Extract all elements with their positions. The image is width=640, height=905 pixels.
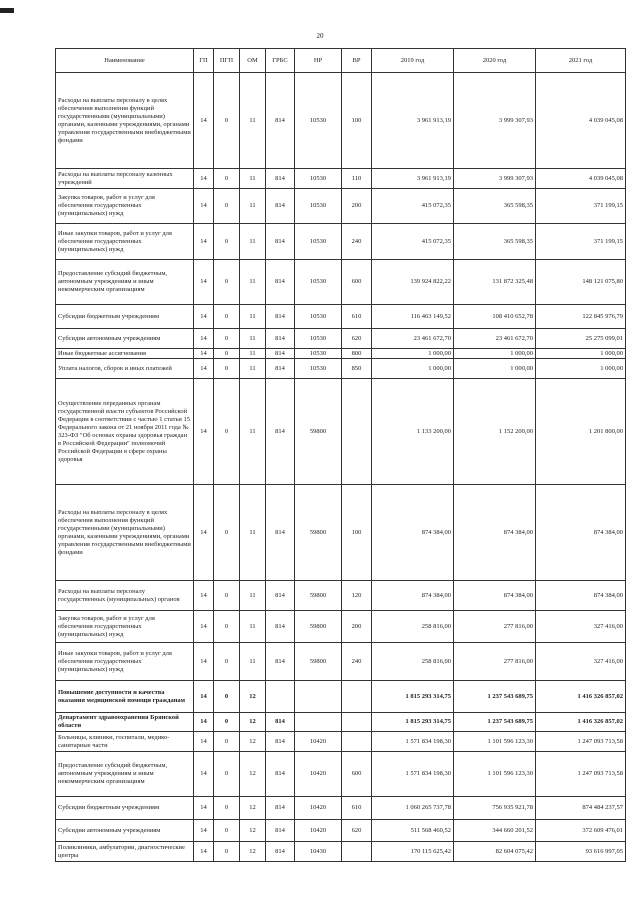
cell-vr: 100 xyxy=(342,485,372,581)
cell-gp: 14 xyxy=(194,752,214,797)
cell-grbs: 814 xyxy=(266,379,295,485)
cell-om: 11 xyxy=(240,260,266,305)
cell-2021: 874 384,00 xyxy=(536,485,626,581)
cell-nr: 10530 xyxy=(295,305,342,329)
cell-2020: 365 598,35 xyxy=(454,189,536,224)
cell-2019: 874 384,00 xyxy=(372,485,454,581)
cell-name: Осуществление переданных органам государственной власти субъектов Российской Федерации в соответствии с частью 1 статьи 15 Федерального закона от 21 ноября 2011 года № 323-ФЗ "Об основах охраны здоровья граждан в Российской Федерации" полномочий Российской Федерации в сфере охраны здоровья xyxy=(56,379,194,485)
cell-grbs: 814 xyxy=(266,643,295,681)
cell-grbs: 814 xyxy=(266,260,295,305)
cell-name: Расходы на выплаты персоналу в целях обеспечения выполнения функций государственными (муниципальными) органами, казенными учреждениями, органами управления государственными внебюджетными фондами xyxy=(56,73,194,169)
table-row xyxy=(56,224,626,260)
table-row xyxy=(56,260,626,305)
cell-gp: 14 xyxy=(194,732,214,752)
cell-2021: 1 416 326 857,02 xyxy=(536,713,626,732)
table-row xyxy=(56,73,626,169)
cell-2019: 116 463 149,52 xyxy=(372,305,454,329)
table-row xyxy=(56,305,626,329)
cell-2019: 874 384,00 xyxy=(372,581,454,611)
cell-2019: 511 568 460,52 xyxy=(372,820,454,842)
cell-om: 12 xyxy=(240,732,266,752)
cell-name: Предоставление субсидий бюджетным, автономным учреждениям и иным некоммерческим организациям xyxy=(56,260,194,305)
table-row xyxy=(56,329,626,349)
cell-grbs: 814 xyxy=(266,224,295,260)
cell-vr xyxy=(342,732,372,752)
cell-nr: 10430 xyxy=(295,842,342,862)
cell-gp: 14 xyxy=(194,713,214,732)
cell-pgp: 0 xyxy=(214,581,240,611)
col-header-om: ОМ xyxy=(240,49,266,73)
cell-gp: 14 xyxy=(194,260,214,305)
cell-grbs: 814 xyxy=(266,820,295,842)
cell-2020: 874 384,00 xyxy=(454,581,536,611)
scan-corner-mark xyxy=(0,8,14,13)
cell-grbs: 814 xyxy=(266,359,295,379)
cell-2021: 93 616 997,05 xyxy=(536,842,626,862)
col-header-2020: 2020 год xyxy=(454,49,536,73)
cell-grbs: 814 xyxy=(266,713,295,732)
cell-nr: 59800 xyxy=(295,379,342,485)
cell-gp: 14 xyxy=(194,349,214,359)
cell-2019: 1 060 265 737,78 xyxy=(372,797,454,820)
cell-name: Департамент здравоохранения Брянской области xyxy=(56,713,194,732)
cell-pgp: 0 xyxy=(214,379,240,485)
cell-2020: 1 101 596 123,30 xyxy=(454,752,536,797)
cell-gp: 14 xyxy=(194,842,214,862)
col-header-2019: 2019 год xyxy=(372,49,454,73)
cell-grbs: 814 xyxy=(266,842,295,862)
cell-nr: 59800 xyxy=(295,643,342,681)
cell-name: Иные закупки товаров, работ и услуг для обеспечения государственных (муниципальных) нужд xyxy=(56,224,194,260)
cell-2019: 170 115 625,42 xyxy=(372,842,454,862)
cell-2021: 1 000,00 xyxy=(536,359,626,379)
cell-2019: 3 961 913,19 xyxy=(372,73,454,169)
cell-vr: 610 xyxy=(342,305,372,329)
cell-om: 11 xyxy=(240,581,266,611)
cell-pgp: 0 xyxy=(214,842,240,862)
cell-2020: 82 604 075,42 xyxy=(454,842,536,862)
cell-pgp: 0 xyxy=(214,713,240,732)
cell-2019: 139 924 822,22 xyxy=(372,260,454,305)
table-row xyxy=(56,189,626,224)
col-header-2021: 2021 год xyxy=(536,49,626,73)
cell-om: 12 xyxy=(240,752,266,797)
cell-vr: 620 xyxy=(342,329,372,349)
cell-nr: 59800 xyxy=(295,581,342,611)
cell-pgp: 0 xyxy=(214,359,240,379)
cell-name: Субсидии бюджетным учреждениям xyxy=(56,305,194,329)
table-row xyxy=(56,797,626,820)
col-header-gp: ГП xyxy=(194,49,214,73)
cell-name: Расходы на выплаты персоналу казенных учреждений xyxy=(56,169,194,189)
table-row xyxy=(56,842,626,862)
cell-nr: 10530 xyxy=(295,224,342,260)
cell-pgp: 0 xyxy=(214,305,240,329)
cell-2020: 1 237 543 689,75 xyxy=(454,681,536,713)
table-row xyxy=(56,581,626,611)
cell-grbs xyxy=(266,681,295,713)
cell-2020: 277 816,00 xyxy=(454,611,536,643)
cell-2019: 1 571 834 198,30 xyxy=(372,732,454,752)
cell-om: 11 xyxy=(240,379,266,485)
cell-vr: 110 xyxy=(342,169,372,189)
cell-2019: 1 133 200,00 xyxy=(372,379,454,485)
cell-vr xyxy=(342,842,372,862)
cell-gp: 14 xyxy=(194,581,214,611)
cell-gp: 14 xyxy=(194,611,214,643)
cell-om: 12 xyxy=(240,681,266,713)
cell-gp: 14 xyxy=(194,305,214,329)
cell-name: Расходы на выплаты персоналу государственных (муниципальных) органов xyxy=(56,581,194,611)
cell-name: Закупка товаров, работ и услуг для обеспечения государственных (муниципальных) нужд xyxy=(56,189,194,224)
cell-2019: 258 816,00 xyxy=(372,611,454,643)
cell-nr: 10530 xyxy=(295,329,342,349)
cell-2021: 1 201 800,00 xyxy=(536,379,626,485)
cell-name: Предоставление субсидий бюджетным, автономным учреждениям и иным некоммерческим организациям xyxy=(56,752,194,797)
table-row xyxy=(56,713,626,732)
cell-vr: 600 xyxy=(342,752,372,797)
cell-vr xyxy=(342,681,372,713)
table-row xyxy=(56,611,626,643)
table-row xyxy=(56,359,626,379)
cell-vr: 610 xyxy=(342,797,372,820)
cell-name: Закупка товаров, работ и услуг для обеспечения государственных (муниципальных) нужд xyxy=(56,611,194,643)
cell-name: Субсидии бюджетным учреждениям xyxy=(56,797,194,820)
table-row xyxy=(56,169,626,189)
table-row xyxy=(56,485,626,581)
table-header-row xyxy=(56,49,626,73)
cell-gp: 14 xyxy=(194,73,214,169)
cell-grbs: 814 xyxy=(266,611,295,643)
cell-nr: 10530 xyxy=(295,189,342,224)
cell-2021: 122 845 976,79 xyxy=(536,305,626,329)
cell-vr: 100 xyxy=(342,73,372,169)
col-header-pgp: ПГП xyxy=(214,49,240,73)
cell-om: 11 xyxy=(240,485,266,581)
cell-nr: 10420 xyxy=(295,820,342,842)
cell-om: 11 xyxy=(240,305,266,329)
cell-grbs: 814 xyxy=(266,169,295,189)
cell-2021: 148 121 075,80 xyxy=(536,260,626,305)
cell-gp: 14 xyxy=(194,820,214,842)
cell-2020: 756 935 921,78 xyxy=(454,797,536,820)
cell-name: Иные закупки товаров, работ и услуг для обеспечения государственных (муниципальных) нужд xyxy=(56,643,194,681)
cell-name: Иные бюджетные ассигнования xyxy=(56,349,194,359)
cell-nr: 59800 xyxy=(295,611,342,643)
cell-nr: 10420 xyxy=(295,752,342,797)
cell-gp: 14 xyxy=(194,485,214,581)
cell-2021: 874 384,00 xyxy=(536,581,626,611)
cell-vr: 120 xyxy=(342,581,372,611)
cell-2021: 327 416,00 xyxy=(536,643,626,681)
table-row xyxy=(56,752,626,797)
cell-grbs: 814 xyxy=(266,581,295,611)
cell-pgp: 0 xyxy=(214,349,240,359)
cell-gp: 14 xyxy=(194,329,214,349)
cell-2019: 23 461 672,70 xyxy=(372,329,454,349)
cell-2021: 1 247 093 713,58 xyxy=(536,752,626,797)
cell-2020: 3 999 307,93 xyxy=(454,169,536,189)
cell-grbs: 814 xyxy=(266,732,295,752)
cell-2021: 874 484 237,57 xyxy=(536,797,626,820)
col-header-name: Наименование xyxy=(56,49,194,73)
cell-2020: 1 237 543 689,75 xyxy=(454,713,536,732)
cell-2019: 3 961 913,19 xyxy=(372,169,454,189)
cell-om: 11 xyxy=(240,329,266,349)
cell-2020: 131 872 325,48 xyxy=(454,260,536,305)
cell-2019: 1 571 834 198,30 xyxy=(372,752,454,797)
cell-vr: 620 xyxy=(342,820,372,842)
cell-pgp: 0 xyxy=(214,681,240,713)
cell-2021: 327 416,00 xyxy=(536,611,626,643)
table-row xyxy=(56,349,626,359)
cell-gp: 14 xyxy=(194,359,214,379)
cell-gp: 14 xyxy=(194,189,214,224)
cell-om: 11 xyxy=(240,349,266,359)
cell-om: 11 xyxy=(240,611,266,643)
cell-2019: 1 815 293 314,75 xyxy=(372,681,454,713)
page-number: 20 xyxy=(316,32,324,40)
cell-om: 11 xyxy=(240,359,266,379)
cell-om: 11 xyxy=(240,643,266,681)
cell-2020: 874 384,00 xyxy=(454,485,536,581)
table-row xyxy=(56,820,626,842)
cell-2020: 1 101 596 123,30 xyxy=(454,732,536,752)
table-body xyxy=(56,73,626,862)
cell-pgp: 0 xyxy=(214,189,240,224)
cell-vr: 200 xyxy=(342,189,372,224)
cell-om: 12 xyxy=(240,797,266,820)
cell-nr: 10530 xyxy=(295,260,342,305)
cell-nr: 10420 xyxy=(295,797,342,820)
cell-name: Уплата налогов, сборов и иных платежей xyxy=(56,359,194,379)
cell-nr xyxy=(295,713,342,732)
cell-2021: 4 039 045,08 xyxy=(536,73,626,169)
cell-vr xyxy=(342,379,372,485)
cell-grbs: 814 xyxy=(266,752,295,797)
cell-grbs: 814 xyxy=(266,797,295,820)
cell-om: 12 xyxy=(240,820,266,842)
cell-om: 12 xyxy=(240,842,266,862)
cell-om: 11 xyxy=(240,224,266,260)
cell-pgp: 0 xyxy=(214,732,240,752)
col-header-vr: ВР xyxy=(342,49,372,73)
cell-2019: 415 072,35 xyxy=(372,224,454,260)
cell-pgp: 0 xyxy=(214,169,240,189)
cell-pgp: 0 xyxy=(214,260,240,305)
cell-gp: 14 xyxy=(194,379,214,485)
cell-pgp: 0 xyxy=(214,643,240,681)
cell-vr: 800 xyxy=(342,349,372,359)
cell-nr: 10530 xyxy=(295,359,342,379)
cell-2020: 277 816,00 xyxy=(454,643,536,681)
cell-pgp: 0 xyxy=(214,797,240,820)
cell-2021: 371 199,15 xyxy=(536,189,626,224)
cell-2021: 371 199,15 xyxy=(536,224,626,260)
cell-2021: 25 275 099,01 xyxy=(536,329,626,349)
cell-gp: 14 xyxy=(194,643,214,681)
cell-vr: 600 xyxy=(342,260,372,305)
cell-2020: 3 999 307,93 xyxy=(454,73,536,169)
cell-nr: 10530 xyxy=(295,73,342,169)
cell-name: Расходы на выплаты персоналу в целях обеспечения выполнения функций государственными (муниципальными) органами, казенными учреждениями, органами управления государственными внебюджетными фондами xyxy=(56,485,194,581)
cell-grbs: 814 xyxy=(266,485,295,581)
cell-om: 11 xyxy=(240,169,266,189)
cell-vr: 240 xyxy=(342,643,372,681)
cell-2020: 1 152 200,00 xyxy=(454,379,536,485)
cell-pgp: 0 xyxy=(214,224,240,260)
cell-pgp: 0 xyxy=(214,820,240,842)
cell-2020: 365 598,35 xyxy=(454,224,536,260)
cell-nr: 10420 xyxy=(295,732,342,752)
cell-grbs: 814 xyxy=(266,305,295,329)
cell-2021: 4 039 045,08 xyxy=(536,169,626,189)
cell-name: Поликлиники, амбулатории, диагностические центры xyxy=(56,842,194,862)
col-header-nr: НР xyxy=(295,49,342,73)
budget-table xyxy=(55,48,626,862)
cell-vr: 240 xyxy=(342,224,372,260)
cell-2019: 1 815 293 314,75 xyxy=(372,713,454,732)
cell-2020: 108 410 652,78 xyxy=(454,305,536,329)
table-row xyxy=(56,643,626,681)
cell-vr xyxy=(342,713,372,732)
cell-2021: 1 416 326 857,02 xyxy=(536,681,626,713)
cell-pgp: 0 xyxy=(214,485,240,581)
cell-om: 12 xyxy=(240,713,266,732)
cell-nr: 10530 xyxy=(295,349,342,359)
cell-name: Субсидии автономным учреждениям xyxy=(56,820,194,842)
cell-2019: 1 000,00 xyxy=(372,359,454,379)
cell-2019: 1 000,00 xyxy=(372,349,454,359)
cell-vr: 850 xyxy=(342,359,372,379)
cell-2021: 1 247 093 713,58 xyxy=(536,732,626,752)
cell-om: 11 xyxy=(240,73,266,169)
cell-gp: 14 xyxy=(194,797,214,820)
cell-2020: 344 660 201,52 xyxy=(454,820,536,842)
cell-2020: 23 461 672,70 xyxy=(454,329,536,349)
cell-2020: 1 000,00 xyxy=(454,349,536,359)
cell-pgp: 0 xyxy=(214,611,240,643)
cell-nr: 59800 xyxy=(295,485,342,581)
cell-grbs: 814 xyxy=(266,73,295,169)
cell-name: Субсидии автономным учреждениям xyxy=(56,329,194,349)
cell-2021: 372 609 476,01 xyxy=(536,820,626,842)
cell-gp: 14 xyxy=(194,224,214,260)
cell-2019: 258 816,00 xyxy=(372,643,454,681)
col-header-grbs: ГРБС xyxy=(266,49,295,73)
table-row xyxy=(56,681,626,713)
cell-nr: 10530 xyxy=(295,169,342,189)
cell-grbs: 814 xyxy=(266,329,295,349)
cell-pgp: 0 xyxy=(214,752,240,797)
cell-2019: 415 072,35 xyxy=(372,189,454,224)
cell-gp: 14 xyxy=(194,681,214,713)
cell-name: Повышение доступности и качества оказания медицинской помощи гражданам xyxy=(56,681,194,713)
cell-2021: 1 000,00 xyxy=(536,349,626,359)
cell-grbs: 814 xyxy=(266,189,295,224)
table-row xyxy=(56,379,626,485)
cell-nr xyxy=(295,681,342,713)
table-row xyxy=(56,732,626,752)
cell-om: 11 xyxy=(240,189,266,224)
cell-vr: 200 xyxy=(342,611,372,643)
cell-grbs: 814 xyxy=(266,349,295,359)
cell-pgp: 0 xyxy=(214,329,240,349)
cell-name: Больницы, клиники, госпитали, медико-санитарные части xyxy=(56,732,194,752)
cell-gp: 14 xyxy=(194,169,214,189)
cell-pgp: 0 xyxy=(214,73,240,169)
cell-2020: 1 000,00 xyxy=(454,359,536,379)
